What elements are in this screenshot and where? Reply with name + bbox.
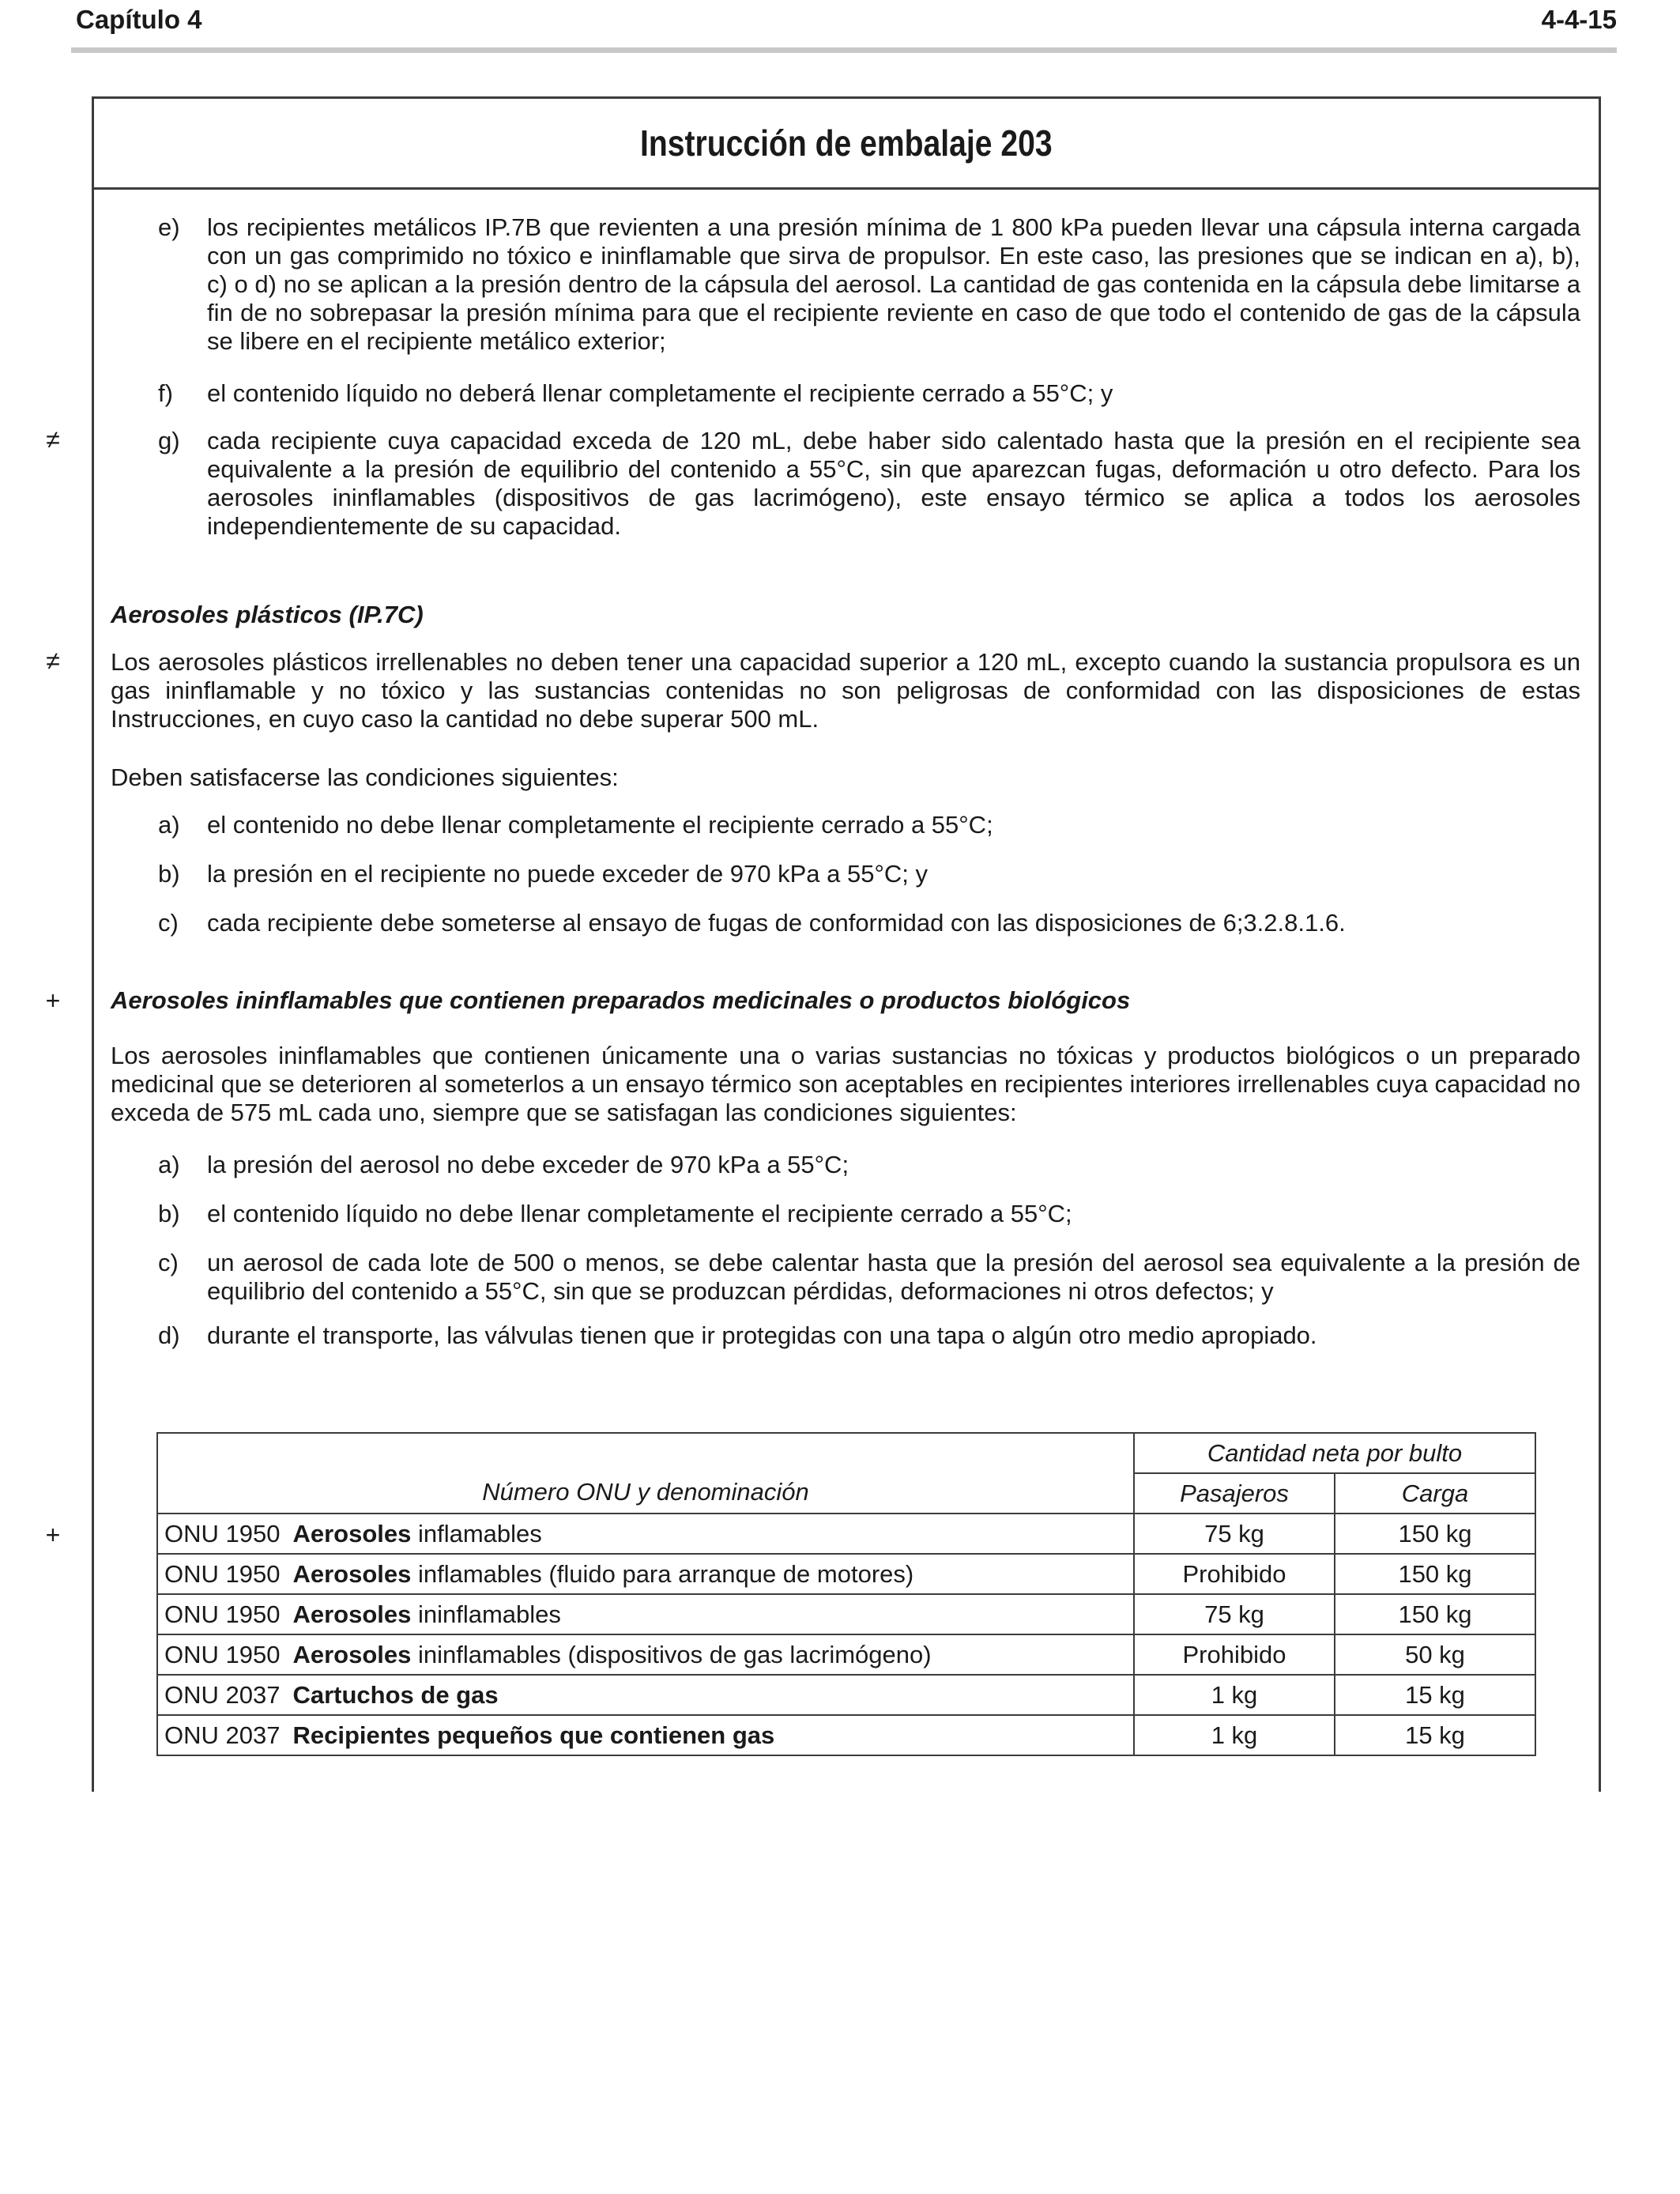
substance-name: Aerosoles bbox=[292, 1519, 412, 1547]
page-header-chapter: Capítulo 4 bbox=[76, 5, 202, 34]
substance-name: Aerosoles bbox=[292, 1600, 412, 1628]
item-label: c) bbox=[158, 1249, 179, 1276]
table-cell-passenger: Prohibido bbox=[1134, 1554, 1335, 1594]
item-text: un aerosol de cada lote de 500 o menos, se debe calentar hasta que la presión del aerosol sea equivalente a la presión de equilibrio del contenido a 55°C, sin que se produzcan pérdidas, deformaciones ni otros defectos; y bbox=[207, 1249, 1580, 1305]
section-heading-nonflammable: Aerosoles ininflamables que contienen preparados medicinales o productos biológicos bbox=[111, 986, 1131, 1014]
table-cell-name bbox=[157, 1675, 1134, 1715]
un-number: ONU 2037 bbox=[164, 1680, 281, 1709]
item-label: a) bbox=[158, 1151, 180, 1178]
item-text: durante el transporte, las válvulas tienen que ir protegidas con una tapa o algún otro medio apropiado. bbox=[207, 1321, 1317, 1349]
item-label: f) bbox=[158, 379, 173, 407]
item-label: b) bbox=[158, 860, 180, 888]
table-cell-cargo: 15 kg bbox=[1335, 1675, 1535, 1715]
header-divider bbox=[71, 47, 1617, 53]
table-cell-cargo: 150 kg bbox=[1335, 1594, 1535, 1634]
table-row bbox=[157, 1634, 1535, 1675]
section-paragraph: Los aerosoles ininflamables que contienen únicamente una o varias sustancias no tóxicas y productos biológicos o un preparado medicinal que se deterioren al someterlos a un ensayo térmico son aceptables en recipientes interiores irrellenables cuya capacidad no exceda de 575 mL cada uno, siempre que se satisfagan las condiciones siguientes: bbox=[111, 1042, 1580, 1126]
section-paragraph: Los aerosoles plásticos irrellenables no deben tener una capacidad superior a 120 mL, excepto cuando la sustancia propulsora es un gas ininflamable y no tóxico y las sustancias contenidas no son peligrosas de conformidad con las disposiciones de estas Instrucciones, en cuyo caso la cantidad no debe superar 500 mL. bbox=[111, 648, 1580, 733]
table-cell-passenger: 75 kg bbox=[1134, 1594, 1335, 1634]
table-cell-cargo: 150 kg bbox=[1335, 1554, 1535, 1594]
item-label: d) bbox=[158, 1321, 180, 1349]
revision-mark: ≠ bbox=[46, 425, 60, 454]
table-cell-passenger: 75 kg bbox=[1134, 1514, 1335, 1554]
revision-mark: + bbox=[45, 1521, 61, 1549]
substance-detail: inflamables (fluido para arranque de motores) bbox=[411, 1559, 914, 1588]
table-row bbox=[157, 1594, 1535, 1634]
table-cell-passenger: 1 kg bbox=[1134, 1715, 1335, 1755]
revision-mark: + bbox=[45, 986, 61, 1015]
table-row bbox=[157, 1514, 1535, 1554]
table-cell-passenger: Prohibido bbox=[1134, 1634, 1335, 1675]
substance-detail: inflamables bbox=[411, 1519, 542, 1547]
item-label: b) bbox=[158, 1200, 180, 1227]
table-cell-cargo: 15 kg bbox=[1335, 1715, 1535, 1755]
conditions-intro: Deben satisfacerse las condiciones siguientes: bbox=[111, 763, 619, 791]
table-cell-name bbox=[157, 1715, 1134, 1755]
substance-name: Recipientes pequeños que contienen gas bbox=[292, 1721, 775, 1749]
un-number: ONU 1950 bbox=[164, 1600, 281, 1628]
item-label: g) bbox=[158, 427, 180, 454]
substance-name: Aerosoles bbox=[292, 1640, 412, 1668]
item-label: c) bbox=[158, 909, 179, 937]
table-row bbox=[157, 1675, 1535, 1715]
table-cell-cargo: 50 kg bbox=[1335, 1634, 1535, 1675]
table-row bbox=[157, 1554, 1535, 1594]
item-text: cada recipiente cuya capacidad exceda de 120 mL, debe haber sido calentado hasta que la presión en el recipiente sea equivalente a la presión de equilibrio del contenido a 55°C, sin que aparezcan fugas, deformación u otro defecto. Para los aerosoles ininflamables (dispositivos de gas lacrimógeno), este ensayo térmico se aplica a todos los aerosoles independientemente de su capacidad. bbox=[207, 427, 1580, 540]
substance-name: Aerosoles bbox=[292, 1559, 412, 1588]
item-text: el contenido no debe llenar completamente el recipiente cerrado a 55°C; bbox=[207, 811, 993, 839]
item-text: los recipientes metálicos IP.7B que revienten a una presión mínima de 1 800 kPa pueden llevar una cápsula interna cargada con un gas comprimido no tóxico e ininflamable que sirva de propulsor. En este caso, las presiones que se indican en a), b), c) o d) no se aplican a la presión dentro de la cápsula del aerosol. La cantidad de gas contenida en la cápsula debe limitarse a fin de no sobrepasar la presión mínima para que el recipiente reviente en caso de que todo el contenido de gas de la cápsula se libere en el recipiente metálico exterior; bbox=[207, 213, 1580, 355]
item-label: a) bbox=[158, 811, 180, 839]
table-cell-name bbox=[157, 1514, 1134, 1554]
un-number: ONU 1950 bbox=[164, 1519, 281, 1547]
substance-name: Cartuchos de gas bbox=[292, 1680, 499, 1709]
item-text: la presión en el recipiente no puede exceder de 970 kPa a 55°C; y bbox=[207, 860, 929, 888]
table-header-row bbox=[157, 1433, 1535, 1473]
item-text: la presión del aerosol no debe exceder de 970 kPa a 55°C; bbox=[207, 1151, 849, 1178]
table-header-passenger: Pasajeros bbox=[1134, 1473, 1335, 1514]
section-heading-plastic: Aerosoles plásticos (IP.7C) bbox=[111, 601, 424, 628]
table-cell-name bbox=[157, 1594, 1134, 1634]
item-text: el contenido líquido no deberá llenar completamente el recipiente cerrado a 55°C; y bbox=[207, 379, 1113, 407]
quantity-table bbox=[156, 1432, 1536, 1756]
table-header-group: Cantidad neta por bulto bbox=[1134, 1433, 1535, 1473]
table-cell-name bbox=[157, 1634, 1134, 1675]
substance-detail: ininflamables (dispositivos de gas lacrimógeno) bbox=[411, 1640, 932, 1668]
substance-detail: ininflamables bbox=[411, 1600, 561, 1628]
page-header-page-number: 4-4-15 bbox=[1541, 5, 1617, 34]
table-cell-name bbox=[157, 1554, 1134, 1594]
title-bar bbox=[94, 99, 1599, 190]
revision-mark: ≠ bbox=[46, 647, 60, 675]
table-header-name: Número ONU y denominación bbox=[157, 1433, 1134, 1514]
item-text: cada recipiente debe someterse al ensayo de fugas de conformidad con las disposiciones de 6;3.2.8.1.6. bbox=[207, 909, 1346, 937]
item-text: el contenido líquido no debe llenar completamente el recipiente cerrado a 55°C; bbox=[207, 1200, 1072, 1227]
un-number: ONU 1950 bbox=[164, 1640, 281, 1668]
table-row bbox=[157, 1715, 1535, 1755]
table-header-cargo: Carga bbox=[1335, 1473, 1535, 1514]
un-number: ONU 2037 bbox=[164, 1721, 281, 1749]
page-title: Instrucción de embalaje 203 bbox=[640, 123, 1053, 164]
item-label: e) bbox=[158, 213, 180, 241]
un-number: ONU 1950 bbox=[164, 1559, 281, 1588]
table-cell-passenger: 1 kg bbox=[1134, 1675, 1335, 1715]
table-cell-cargo: 150 kg bbox=[1335, 1514, 1535, 1554]
